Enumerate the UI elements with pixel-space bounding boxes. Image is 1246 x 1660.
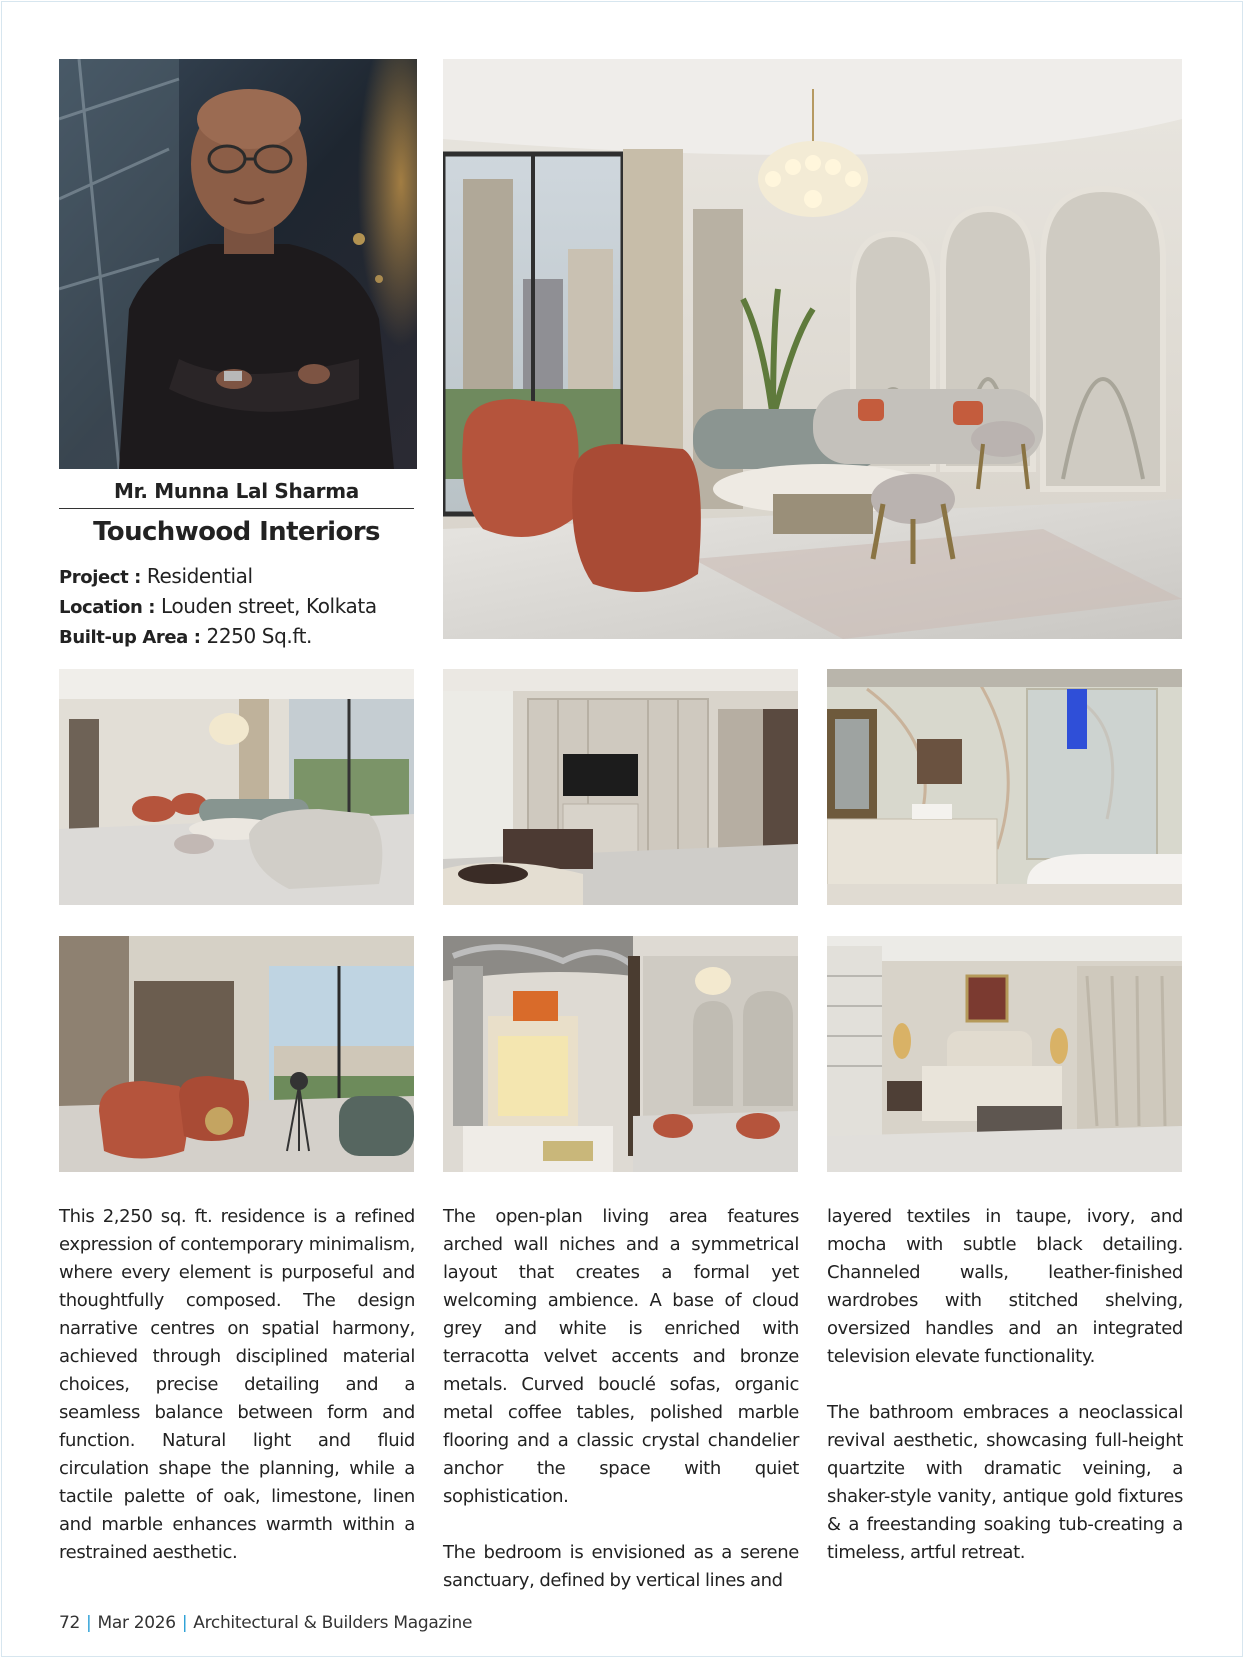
project-label: Project : xyxy=(59,567,141,588)
location-fact xyxy=(59,592,439,622)
article-column-2 xyxy=(443,1203,799,1623)
issue-date: Mar 2026 xyxy=(97,1613,176,1633)
project-fact xyxy=(59,562,439,592)
paragraph: The open-plan living area features arched wall niches and a symmetrical layout that creates a formal yet welcoming ambience. A base of cloud grey and white is enriched with terracotta velvet accents and bronze metals. Curved bouclé sofas, organic metal coffee tables, polished marble flooring and a classic crystal chandelier anchor the space with quiet sophistication. xyxy=(443,1206,799,1507)
paragraph: The bathroom embraces a neoclassical revival aesthetic, showcasing full-height quartzite with dramatic veining, a shaker-style vanity, antique gold fixtures & a freestanding soaking tub-creating a timeless, artful retreat. xyxy=(827,1402,1183,1563)
area-fact xyxy=(59,622,439,652)
living-room-photo xyxy=(443,59,1182,639)
portrait-photo xyxy=(59,59,417,469)
area-label: Built-up Area : xyxy=(59,627,201,648)
lounge-photo xyxy=(59,936,414,1172)
bathroom-photo xyxy=(827,669,1182,905)
prayer-niche-photo xyxy=(443,936,798,1172)
area-value: 2250 Sq.ft. xyxy=(206,624,313,648)
footer-separator: | xyxy=(86,1613,92,1633)
page-footer xyxy=(59,1611,472,1635)
project-facts xyxy=(59,562,439,652)
footer-separator: | xyxy=(181,1613,188,1633)
article-column-1 xyxy=(59,1203,415,1595)
designer-name: Mr. Munna Lal Sharma xyxy=(114,479,359,503)
paragraph: layered textiles in taupe, ivory, and mocha with subtle black detailing. Channeled walls, leather-finished wardrobes with stitched shelving, oversized handles and an integrated television elevate functionality. xyxy=(827,1206,1183,1367)
location-value: Louden street, Kolkata xyxy=(161,594,377,618)
project-value: Residential xyxy=(146,564,253,588)
divider xyxy=(59,508,414,509)
firm-name: Touchwood Interiors xyxy=(93,517,380,547)
magazine-name: Architectural & Builders Magazine xyxy=(193,1613,473,1633)
article-column-3 xyxy=(827,1203,1183,1595)
paragraph: This 2,250 sq. ft. residence is a refined expression of contemporary minimalism, where every element is purposeful and thoughtfully composed. The design narrative centres on spatial harmony, achieved through disciplined material choices, precise detailing and a seamless balance between form and function. Natural light and fluid circulation shape the planning, while a tactile palette of oak, limestone, linen and marble enhances warmth within a restrained aesthetic. xyxy=(59,1206,415,1563)
location-label: Location : xyxy=(59,597,156,618)
living-area-photo xyxy=(59,669,414,905)
bedroom-wardrobe-photo xyxy=(443,669,798,905)
bedroom-photo xyxy=(827,936,1182,1172)
page-number: 72 xyxy=(59,1613,81,1633)
paragraph: The bedroom is envisioned as a serene sanctuary, defined by vertical lines and xyxy=(443,1542,799,1591)
